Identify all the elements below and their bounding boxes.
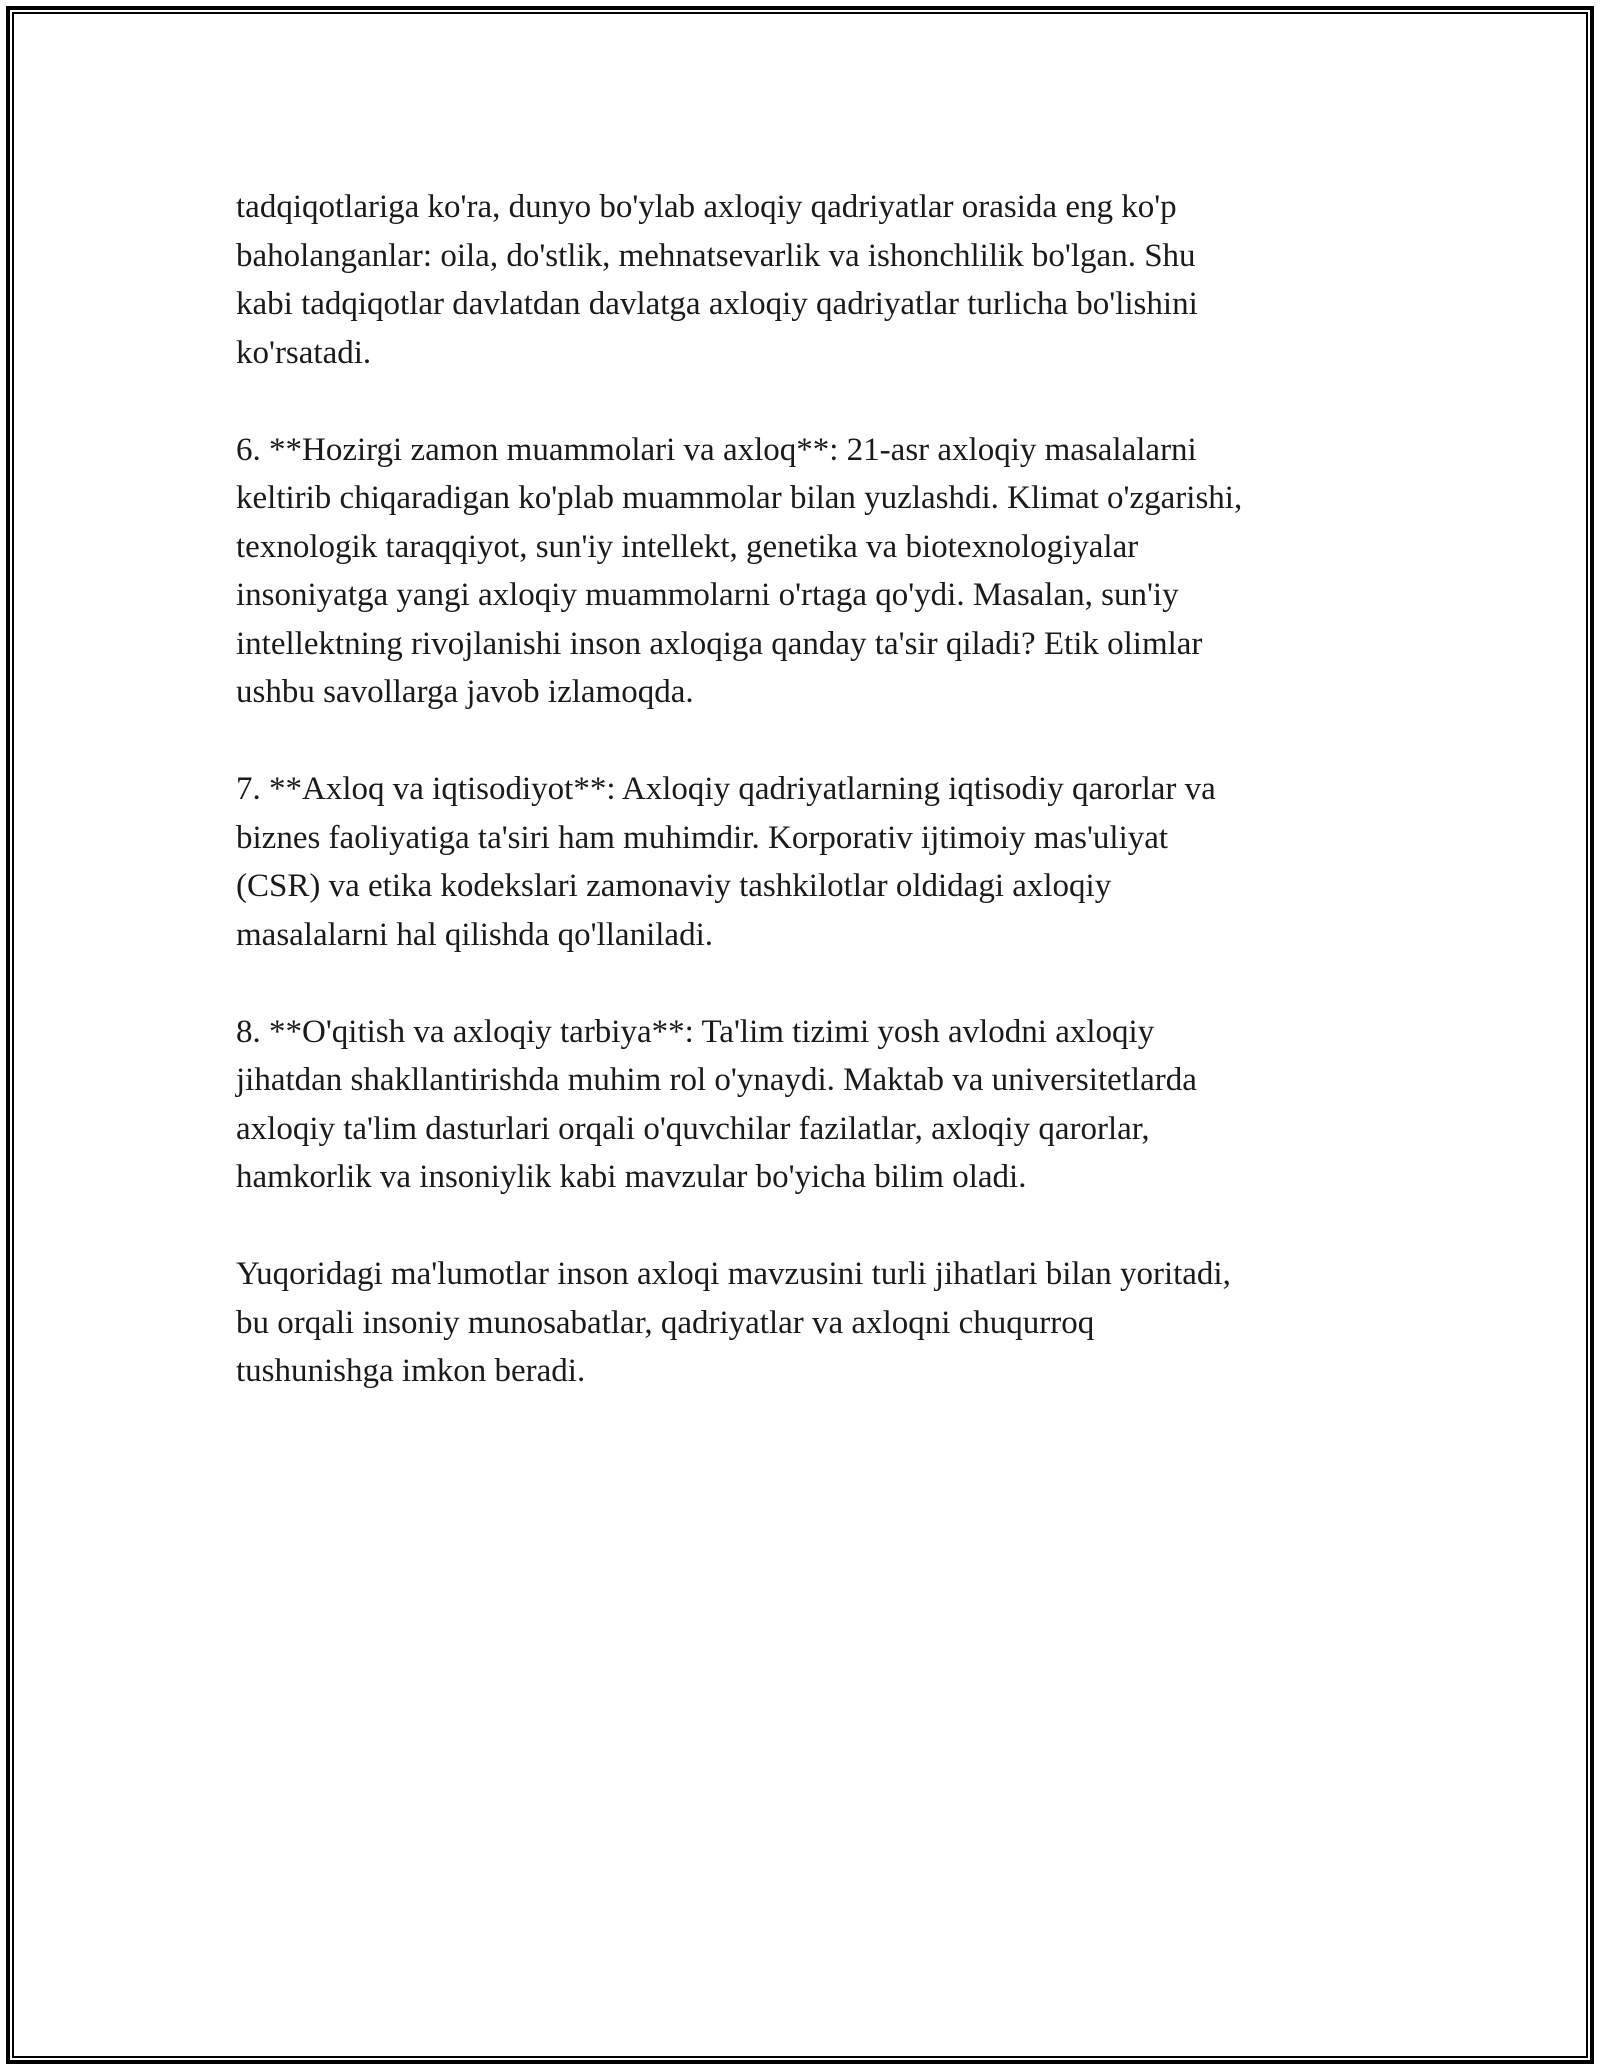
document-body	[236, 183, 1386, 1396]
paragraph-item-7-economy	[236, 765, 1386, 959]
paragraph-item-8-education	[236, 1008, 1386, 1202]
text-line: tushunishga imkon beradi.	[236, 1353, 586, 1389]
paragraph-research-values	[236, 183, 1386, 377]
text-line: baholanganlar: oila, do'stlik, mehnatsevarlik va ishonchlilik bo'lgan. Shu	[236, 237, 1196, 274]
text-line: jihatdan shakllantirishda muhim rol o'ynaydi. Maktab va universitetlarda	[236, 1062, 1197, 1098]
text-line: insoniyatga yangi axloqiy muammolarni o'rtaga qo'ydi. Masalan, sun'iy	[236, 577, 1179, 613]
text-line: tadqiqotlariga ko'ra, dunyo bo'ylab axloqiy qadriyatlar orasida eng ko'p	[236, 189, 1177, 225]
text-line: axloqiy ta'lim dasturlari orqali o'quvchilar fazilatlar, axloqiy qarorlar,	[236, 1110, 1150, 1147]
text-line: hamkorlik va insoniylik kabi mavzular bo'yicha bilim oladi.	[236, 1159, 1027, 1195]
text-line: 6. **Hozirgi zamon muammolari va axloq**: 21-asr axloqiy masalalarni	[236, 431, 1197, 468]
text-line: biznes faoliyatiga ta'siri ham muhimdir. Korporativ ijtimoiy mas'uliyat	[236, 819, 1169, 856]
text-line: 7. **Axloq va iqtisodiyot**: Axloqiy qadriyatlarning iqtisodiy qarorlar va	[236, 771, 1216, 807]
text-line: masalalarni hal qilishda qo'llaniladi.	[236, 916, 713, 953]
text-line: kabi tadqiqotlar davlatdan davlatga axloqiy qadriyatlar turlicha bo'lishini	[236, 286, 1198, 322]
text-line: 8. **O'qitish va axloqiy tarbiya**: Ta'lim tizimi yosh avlodni axloqiy	[236, 1013, 1155, 1050]
text-line: ushbu savollarga javob izlamoqda.	[236, 674, 694, 710]
text-line: bu orqali insoniy munosabatlar, qadriyatlar va axloqni chuqurroq	[236, 1304, 1095, 1341]
paragraph-item-6-modern-problems	[236, 426, 1386, 717]
paragraph-conclusion	[236, 1250, 1386, 1396]
text-line: keltirib chiqaradigan ko'plab muammolar bilan yuzlashdi. Klimat o'zgarishi,	[236, 480, 1243, 516]
text-line: Yuqoridagi ma'lumotlar inson axloqi mavzusini turli jihatlari bilan yoritadi,	[236, 1256, 1231, 1292]
text-line: intellektning rivojlanishi inson axloqiga qanday ta'sir qiladi? Etik olimlar	[236, 625, 1203, 662]
text-line: (CSR) va etika kodekslari zamonaviy tashkilotlar oldidagi axloqiy	[236, 868, 1112, 904]
text-line: texnologik taraqqiyot, sun'iy intellekt, genetika va biotexnologiyalar	[236, 528, 1139, 565]
text-line: ko'rsatadi.	[236, 334, 372, 371]
